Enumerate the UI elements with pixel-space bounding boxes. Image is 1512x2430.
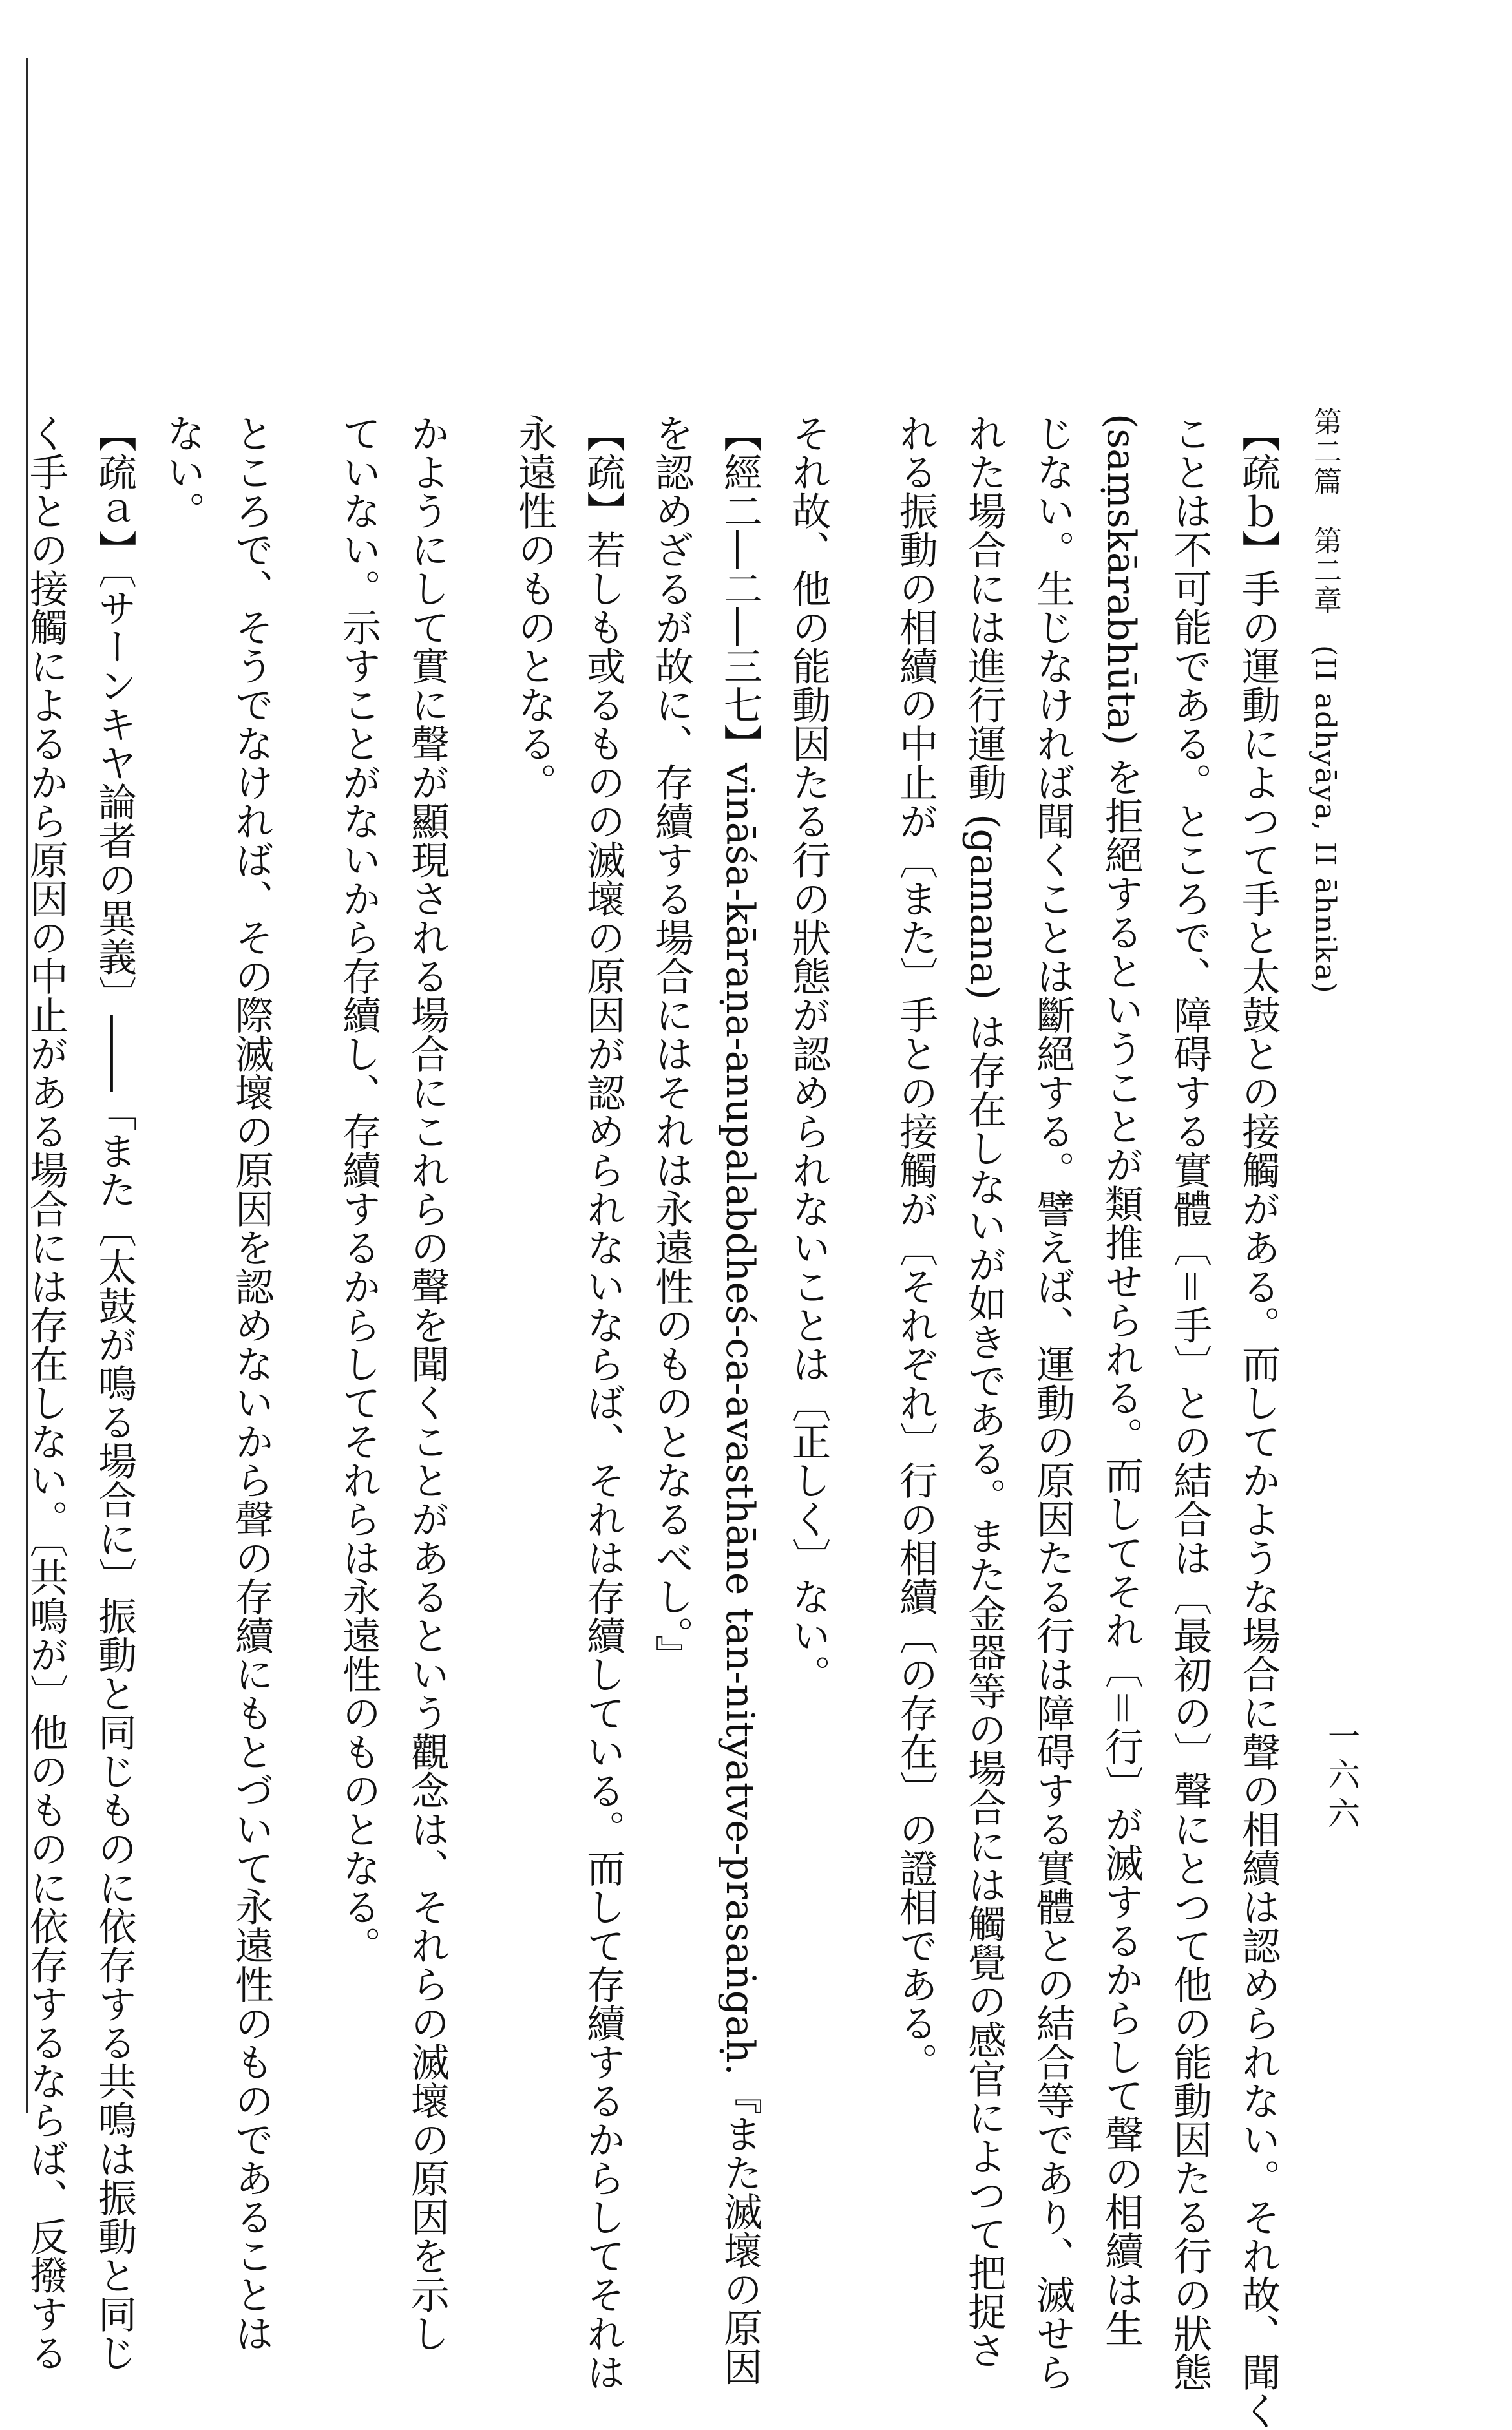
text-column: 【經二―二―三七】vināśa-kāraṇa-anupalabdheś-ca-avasthāne tan-nityatve-prasaṅgaḥ.『また滅壞の原因 (717, 414, 762, 2386)
text-column: れた場合には進行運動 (gamana) は存在しないが如きである。また金器等の場合には觸覺の感官によつて把捉さ (961, 414, 1007, 2370)
text-column: ない。 (160, 414, 205, 530)
text-column: それ故、他の能動因たる行の狀態が認められないことは〔正しく〕ない。 (786, 414, 831, 1693)
text-column: (saṃskārabhūta) を拒絕するということが類推せられる。而してそれ〔＝行〕が滅するからして聲の相續は生 (1098, 414, 1144, 2348)
running-head: 第二篇 第二章 (II adhyāya, II āhnika) (1308, 407, 1341, 995)
text-column: ていない。示すことがないから存續し、存續するからしてそれらは永遠性のものとなる。 (336, 414, 381, 1965)
text-column: く手との接觸によるから原因の中止がある場合には存在しない。〔共鳴が〕他のものに依存するならば、反撥する (23, 414, 68, 2372)
page-number: 一六六 (1323, 1719, 1360, 1835)
text-column: 【疏ｂ】手の運動によつて手と太鼓との接觸がある。而してかような場合に聲の相續は認められない。それ故、聞く (1235, 414, 1281, 2430)
text-column: じない。生じなければ聞くことは斷絕する。譬えば、運動の原因たる行は障碍する實體との結合等であり、滅せら (1030, 414, 1075, 2391)
text-column: ところで、そうでなければ、その際滅壞の原因を認めないから聲の存續にもとづいて永遠性のものであることは (229, 414, 274, 2352)
text-column: 【疏ａ】〔サーンキヤ論者の異義〕――「また〔太鼓が鳴る場合に〕振動と同じものに依存する共鳴は振動と同じ (92, 414, 137, 2372)
text-column: れる振動の相續の中止が〔また〕手との接觸が〔それぞれ〕行の相續〔の存在〕の證相である。 (893, 414, 938, 2081)
vertical-text-body (12, 414, 1292, 2430)
text-column: ことは不可能である。ところで、障碍する實體〔＝手〕との結合は〔最初の〕聲にとつて他の能動因たる行の狀態 (1167, 414, 1212, 2391)
text-column: を認めざるが故に、存續する場合にはそれは永遠性のものとなるべし。』 (649, 414, 694, 1674)
text-column: 永遠性のものとなる。 (512, 414, 557, 801)
text-column: かようにして實に聲が顯現される場合にこれらの聲を聞くことがあるという觀念は、それらの滅壞の原因を示し (404, 414, 450, 2352)
text-column: 【疏】若しも或るものの滅壞の原因が認められないならば、それは存續している。而して存續するからしてそれは (580, 414, 625, 2391)
